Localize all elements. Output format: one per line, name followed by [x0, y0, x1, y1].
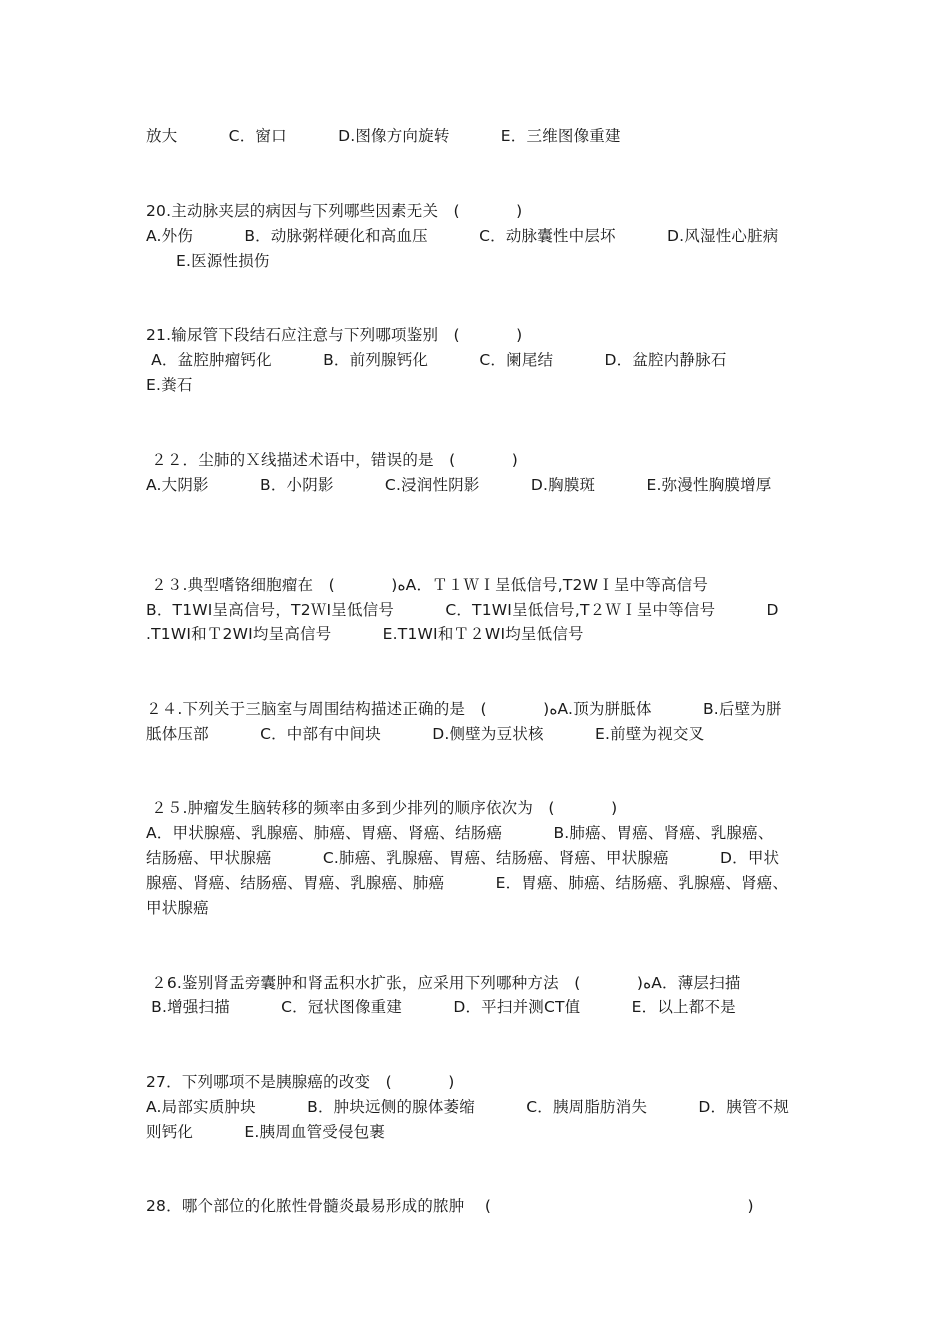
question-25-options-cont: 腺癌、肾癌、结肠癌、胃癌、乳腺癌、肺癌 E．胃癌、肺癌、结肠癌、乳腺癌、肾癌、: [146, 874, 789, 892]
question-22-stem: ２２．尘肺的Ｘ线描述术语中，错误的是 ( ): [146, 451, 519, 469]
question-20-options: A.外伤 B．动脉粥样硬化和高血压 C．动脉囊性中层坏 D.风湿性心脏病: [146, 227, 779, 245]
question-21-options: A．盆腔肿瘤钙化 B．前列腺钙化 C．阑尾结 D．盆腔内静脉石: [146, 351, 727, 369]
question-27-stem: 27．下列哪项不是胰腺癌的改变 ( ): [146, 1073, 455, 1091]
question-20-options-cont: E.医源性损伤: [176, 252, 270, 270]
question-27-options-cont: 则钙化 E.胰周血管受侵包裹: [146, 1123, 386, 1141]
question-21-options-cont: E.粪石: [146, 376, 193, 394]
question-24-options: 胝体压部 C．中部有中间块 D.侧壁为豆状核 E.前壁为视交叉: [146, 725, 705, 743]
question-27-options: A.局部实质肿块 B．肿块远侧的腺体萎缩 C．胰周脂肪消失 D．胰管不规: [146, 1098, 790, 1116]
question-24-stem: ２４.下列关于三脑室与周围结构描述正确的是 ( )ﻩA.顶为胼胝体 B.后壁为胼: [146, 700, 782, 718]
question-25-options: A．甲状腺癌、乳腺癌、肺癌、胃癌、肾癌、结肠癌 B.肺癌、胃癌、肾癌、乳腺癌、: [146, 824, 774, 842]
question-23-stem: ２３.典型嗜铬细胞瘤在 ( )ﻩA．Ｔ１ＷＩ呈低信号,T2WＩ呈中等高信号: [146, 576, 709, 594]
question-25-options-cont: 甲状腺癌: [146, 899, 209, 917]
question-25-options-cont: 结肠癌、甲状腺癌 C.肺癌、乳腺癌、胃癌、结肠癌、肾癌、甲状腺癌 D．甲状: [146, 849, 780, 867]
question-23-options-cont: .T1WI和Ｔ2WI均呈高信号 E.T1WI和Ｔ２WI均呈低信号: [146, 625, 584, 643]
question-26-stem: ２6.鉴别肾盂旁囊肿和肾盂积水扩张，应采用下列哪种方法 ( )ﻩA．薄层扫描: [146, 974, 741, 992]
question-21-stem: 21.输尿管下段结石应注意与下列哪项鉴别 ( ): [146, 326, 523, 344]
question-25-stem: ２５.肿瘤发生脑转移的频率由多到少排列的顺序依次为 ( ): [146, 799, 618, 817]
question-20-stem: 20.主动脉夹层的病因与下列哪些因素无关 ( ): [146, 202, 523, 220]
question-23-options: B．T1WI呈高信号，T2ＷⅠ呈低信号 C．T1WI呈低信号,T２ＷＩ呈中等信号 D: [146, 601, 779, 619]
question-22-options: A.大阴影 B．小阴影 C.浸润性阴影 D.胸膜斑 E.弥漫性胸膜增厚: [146, 476, 772, 494]
text-line: 放大 C．窗口 D.图像方向旋转 E．三维图像重建: [146, 127, 621, 145]
question-26-options: B.增强扫描 C．冠状图像重建 D．平扫并测CT值 E．以上都不是: [146, 998, 736, 1016]
question-28-stem: 28．哪个部位的化脓性骨髓炎最易形成的脓肿 ( ): [146, 1197, 754, 1215]
